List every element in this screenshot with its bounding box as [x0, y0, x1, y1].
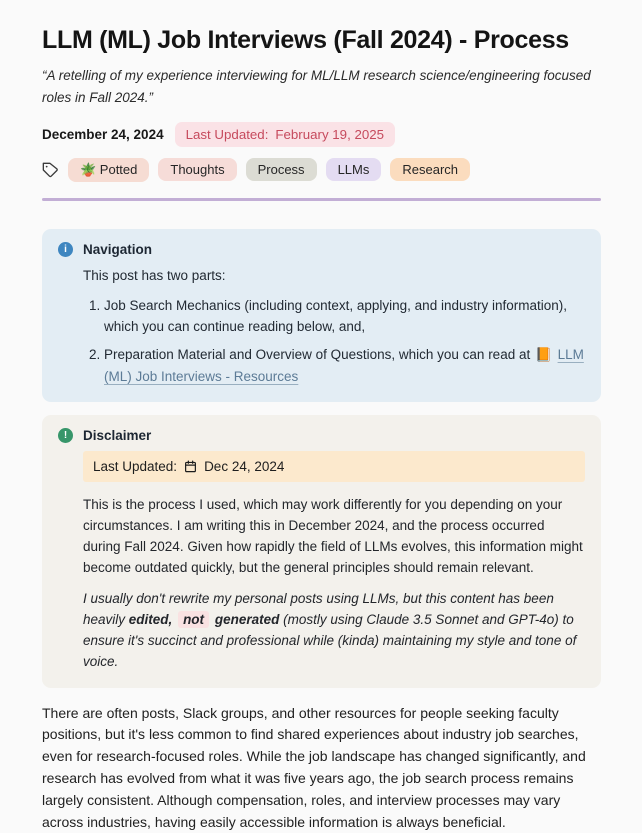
disclaimer-callout-header — [58, 428, 585, 443]
tag-potted[interactable]: 🪴 Potted — [68, 158, 149, 182]
alert-icon: ! — [58, 428, 73, 443]
disclaimer-p2-tail: (mostly using Claude 3.5 Sonnet and GPT-4o) to ensure it's succinct and professional while (kinda) maintaining my style and tone of voice. — [83, 612, 576, 669]
disclaimer-paragraph-1: This is the process I used, which may work differently for you depending on your circumstances. I am writing this in December 2024, and the process occurred during Fall 2024. Given how rapidly the field of LLMs evolves, this information might become outdated quickly, but the general principles should remain relevant. — [83, 494, 585, 578]
post-body-paragraph: There are often posts, Slack groups, and other resources for people seeking faculty positions, but it's less common to find shared experiences about industry job searches, even for research-focused roles. While the job landscape has changed significantly, and research has evolved from what it was five years ago, the job search process remains largely consistent. Although compensation, roles, and interview processes may vary across industries, having easily accessible information is always beneficial. — [42, 703, 601, 833]
resources-link[interactable]: LLM (ML) Job Interviews - Resources — [104, 347, 584, 383]
tag-llms[interactable]: LLMs — [326, 158, 382, 181]
disclaimer-updated-bar — [83, 451, 585, 482]
navigation-item-1-text: Job Search Mechanics (including context, applying, and industry information), which you can continue reading below, and, — [104, 298, 567, 334]
post-meta-row — [42, 122, 601, 147]
tags-row — [42, 158, 601, 182]
last-updated-value: February 19, 2025 — [275, 127, 384, 142]
disclaimer-updated-label: Last Updated: — [93, 456, 177, 477]
disclaimer-updated-value: Dec 24, 2024 — [204, 456, 284, 477]
navigation-list — [83, 295, 585, 387]
disclaimer-p2-generated: generated — [215, 612, 280, 627]
disclaimer-callout-body — [83, 451, 585, 672]
disclaimer-callout — [42, 415, 601, 687]
book-icon: 📙 — [535, 347, 552, 362]
navigation-list-item — [104, 295, 585, 338]
disclaimer-callout-title: Disclaimer — [83, 428, 151, 443]
page-title: LLM (ML) Job Interviews (Fall 2024) - Process — [42, 26, 601, 55]
disclaimer-p2-lead: I usually don't rewrite my personal posts using LLMs, but this content has been heavily — [83, 591, 554, 627]
disclaimer-paragraph-2 — [83, 588, 585, 672]
tag-icon — [42, 162, 58, 178]
post-date: December 24, 2024 — [42, 127, 164, 142]
disclaimer-p2-not-highlight: not — [178, 611, 209, 628]
post-subtitle: “A retelling of my experience interviewing for ML/LLM research science/engineering focused roles in Fall 2024.” — [42, 65, 601, 109]
tag-process[interactable]: Process — [246, 158, 317, 181]
last-updated-badge — [175, 122, 395, 147]
info-icon: i — [58, 242, 73, 257]
tag-research[interactable]: Research — [390, 158, 470, 181]
disclaimer-p2-edited: edited, — [129, 612, 173, 627]
last-updated-label: Last Updated: — [186, 127, 269, 142]
navigation-item-2-text: Preparation Material and Overview of Questions, which you can read at — [104, 347, 530, 362]
navigation-callout-header — [58, 242, 585, 257]
section-divider — [42, 198, 601, 201]
navigation-callout-title: Navigation — [83, 242, 152, 257]
navigation-callout — [42, 229, 601, 402]
tag-thoughts[interactable]: Thoughts — [158, 158, 236, 181]
navigation-list-item — [104, 344, 585, 387]
calendar-icon — [184, 460, 197, 473]
navigation-intro: This post has two parts: — [83, 265, 585, 286]
navigation-callout-body — [83, 265, 585, 387]
